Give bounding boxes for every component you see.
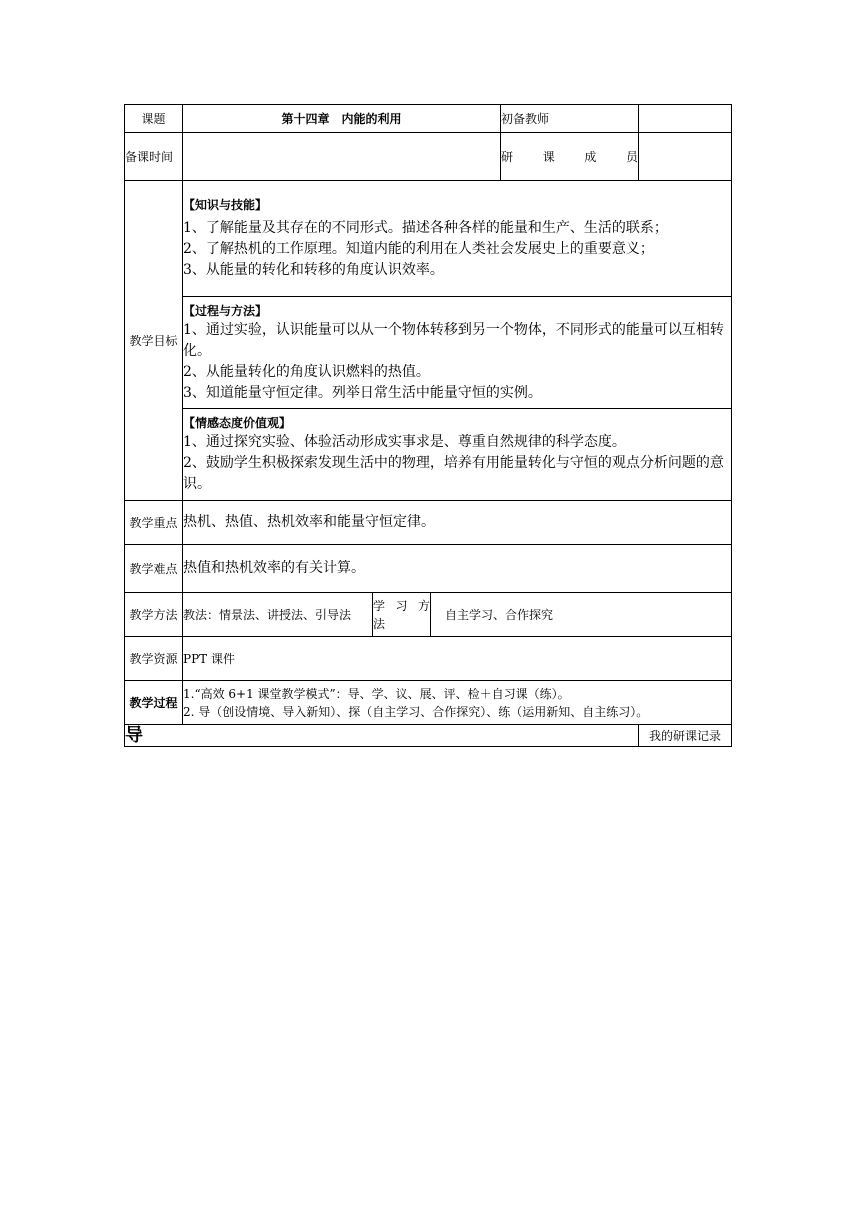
process-heading: 【过程与方法】 [183, 303, 268, 318]
procedure-section [183, 681, 732, 725]
lesson-plan-table [124, 104, 732, 747]
methods-label: 教学方法 [125, 593, 183, 637]
emotion-heading: 【情感态度价值观】 [183, 416, 292, 430]
teacher-value [639, 105, 732, 133]
row-time [125, 133, 732, 181]
objectives-label: 教学目标 [125, 181, 183, 501]
difficulties-label: 教学难点 [125, 545, 183, 593]
process-item: 2、从能量转化的角度认识燃料的热值。 [183, 363, 430, 380]
knowledge-item: 3、从能量的转化和转移的角度认识效率。 [183, 262, 444, 278]
row-methods [125, 593, 732, 637]
procedure-item: 2. 导（创设情境、导入新知）、探（自主学习、合作探究）、练（运用新知、自主练习）。 [183, 704, 649, 719]
resources-value: PPT 课件 [183, 637, 732, 681]
topic-value: 第十四章 内能的利用 [183, 105, 501, 133]
row-knowledge [125, 181, 732, 297]
learning-method-label: 学 习 方 法 [373, 593, 431, 637]
time-label: 备课时间 [125, 133, 183, 181]
row-difficulties [125, 545, 732, 593]
lead-label: 导 [125, 725, 639, 747]
process-item: 1、通过实验，认识能量可以从一个物体转移到另一个物体，不同形式的能量可以互相转化。 [183, 321, 724, 359]
members-label: 研 课 成 员 [501, 133, 639, 181]
knowledge-heading: 【知识与技能】 [183, 198, 268, 212]
key-points-label: 教学重点 [125, 501, 183, 545]
row-process [125, 297, 732, 409]
row-key-points [125, 501, 732, 545]
row-procedure [125, 681, 732, 725]
topic-label: 课题 [125, 105, 183, 133]
row-emotion [125, 409, 732, 501]
process-section [183, 297, 732, 409]
knowledge-item: 1、了解能量及其存在的不同形式。描述各种各样的能量和生产、生活的联系； [183, 220, 668, 236]
teaching-method: 教法：情景法、讲授法、引导法 [183, 593, 373, 637]
row-lead [125, 725, 732, 747]
emotion-item: 2、鼓励学生积极探索发现生活中的物理，培养有用能量转化与守恒的观点分析问题的意识。 [183, 455, 724, 492]
key-points-value: 热机、热值、热机效率和能量守恒定律。 [183, 501, 732, 545]
row-topic [125, 105, 732, 133]
resources-label: 教学资源 [125, 637, 183, 681]
difficulties-value: 热值和热机效率的有关计算。 [183, 545, 732, 593]
process-item: 3、知道能量守恒定律。列举日常生活中能量守恒的实例。 [183, 384, 542, 401]
research-record-label: 我的研课记录 [639, 725, 732, 747]
procedure-label: 教学过程 [125, 681, 183, 725]
knowledge-section [183, 181, 732, 297]
learning-method: 自主学习、合作探究 [431, 593, 732, 637]
emotion-section [183, 409, 732, 501]
members-value [639, 133, 732, 181]
knowledge-item: 2、了解热机的工作原理。知道内能的利用在人类社会发展史上的重要意义； [183, 241, 654, 257]
teacher-label: 初备教师 [501, 105, 639, 133]
emotion-item: 1、通过探究实验、体验活动形成实事求是、尊重自然规律的科学态度。 [183, 434, 626, 450]
row-resources [125, 637, 732, 681]
procedure-item: 1.“高效 6+1 课堂教学模式”：导、学、议、展、评、检＋自习课（练）。 [183, 686, 570, 701]
time-value [183, 133, 501, 181]
